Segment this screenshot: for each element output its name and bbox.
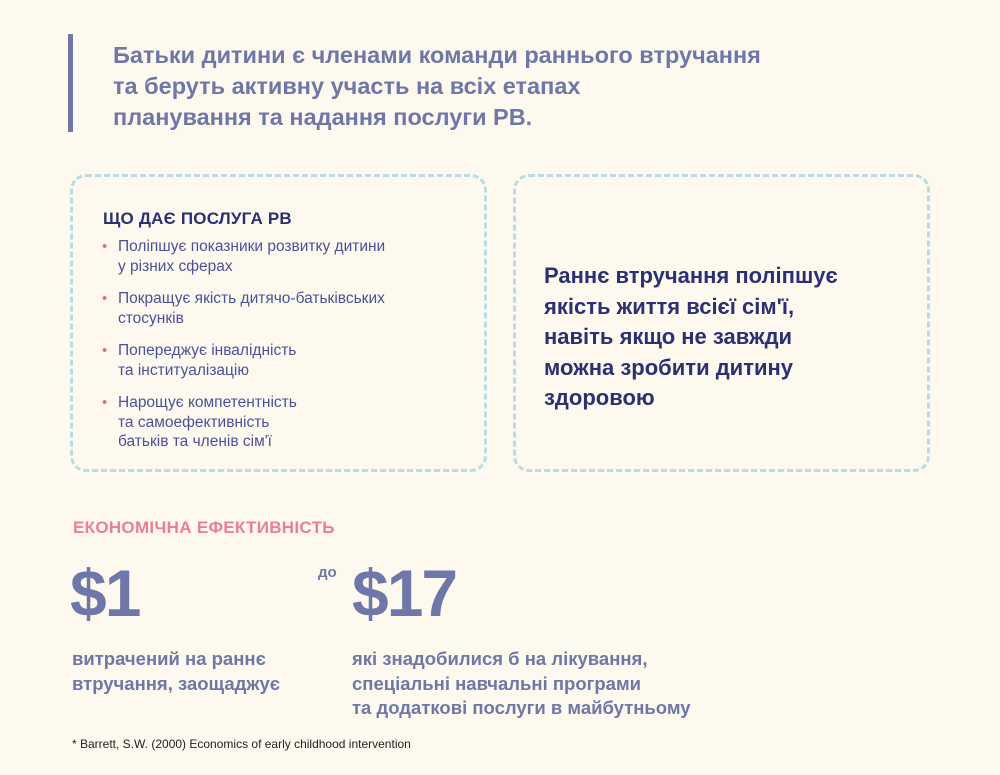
saved-description (352, 647, 691, 721)
footnote: * Barrett, S.W. (2000) Economics of early childhood intervention (72, 737, 411, 751)
economics-title: ЕКОНОМІЧНА ЕФЕКТИВНІСТЬ (73, 518, 335, 537)
benefit-text (118, 289, 470, 328)
saved-description-line: спеціальні навчальні програми (352, 672, 641, 694)
amount-saved: $17 (352, 556, 457, 630)
benefit-text (118, 393, 470, 452)
benefit-line: у різних сферах (118, 257, 233, 275)
benefits-card (70, 174, 487, 472)
highlight-line: Раннє втручання поліпшує (544, 263, 838, 288)
connector-word: до (318, 564, 337, 581)
benefit-line: та самоефективність (118, 413, 270, 431)
amount-spent: $1 (70, 556, 140, 630)
spent-description-line: витрачений на раннє (72, 648, 266, 669)
benefit-line: Покращує якість дитячо-батьківських (118, 290, 385, 307)
intro-quote-line: та беруть активну участь на всіх етапах (113, 73, 581, 99)
benefit-text (118, 341, 470, 380)
bullet-icon: • (102, 290, 108, 307)
highlight-card (513, 174, 930, 472)
list-item (100, 289, 470, 328)
benefit-line: та інституалізацію (118, 361, 249, 379)
bullet-icon: • (102, 342, 108, 359)
intro-quote-line: Батьки дитини є членами команди раннього втручання (113, 42, 761, 68)
spent-description (72, 647, 280, 696)
list-item (100, 393, 470, 452)
highlight-line: навіть якщо не завжди (544, 324, 793, 349)
intro-quote-line: планування та надання послуги РВ. (113, 104, 533, 130)
list-item (100, 237, 470, 276)
quote-accent-bar (68, 34, 73, 132)
highlight-statement (544, 261, 838, 414)
benefit-line: батьків та членів сім'ї (118, 433, 272, 450)
highlight-line: здоровою (544, 385, 655, 410)
intro-quote (113, 40, 833, 133)
highlight-line: якість життя всієї сім'ї, (544, 293, 795, 319)
saved-description-line: та додаткові послуги в майбутньому (352, 697, 691, 718)
benefits-card-title: ЩО ДАЄ ПОСЛУГА РВ (103, 209, 292, 228)
benefit-line: Поліпшує показники розвитку дитини (118, 238, 386, 255)
highlight-line: можна зробити дитину (544, 354, 794, 380)
spent-description-line: втручання, заощаджує (72, 672, 281, 694)
saved-description-line: які знадобилися б на лікування, (352, 648, 648, 669)
benefit-line: Попереджує інвалідність (118, 342, 297, 359)
list-item (100, 341, 470, 380)
bullet-icon: • (102, 394, 108, 411)
benefits-list (100, 237, 470, 465)
benefit-line: Нарощує компетентність (118, 394, 297, 411)
benefit-line: стосунків (118, 309, 184, 327)
bullet-icon: • (102, 238, 108, 255)
benefit-text (118, 237, 470, 276)
